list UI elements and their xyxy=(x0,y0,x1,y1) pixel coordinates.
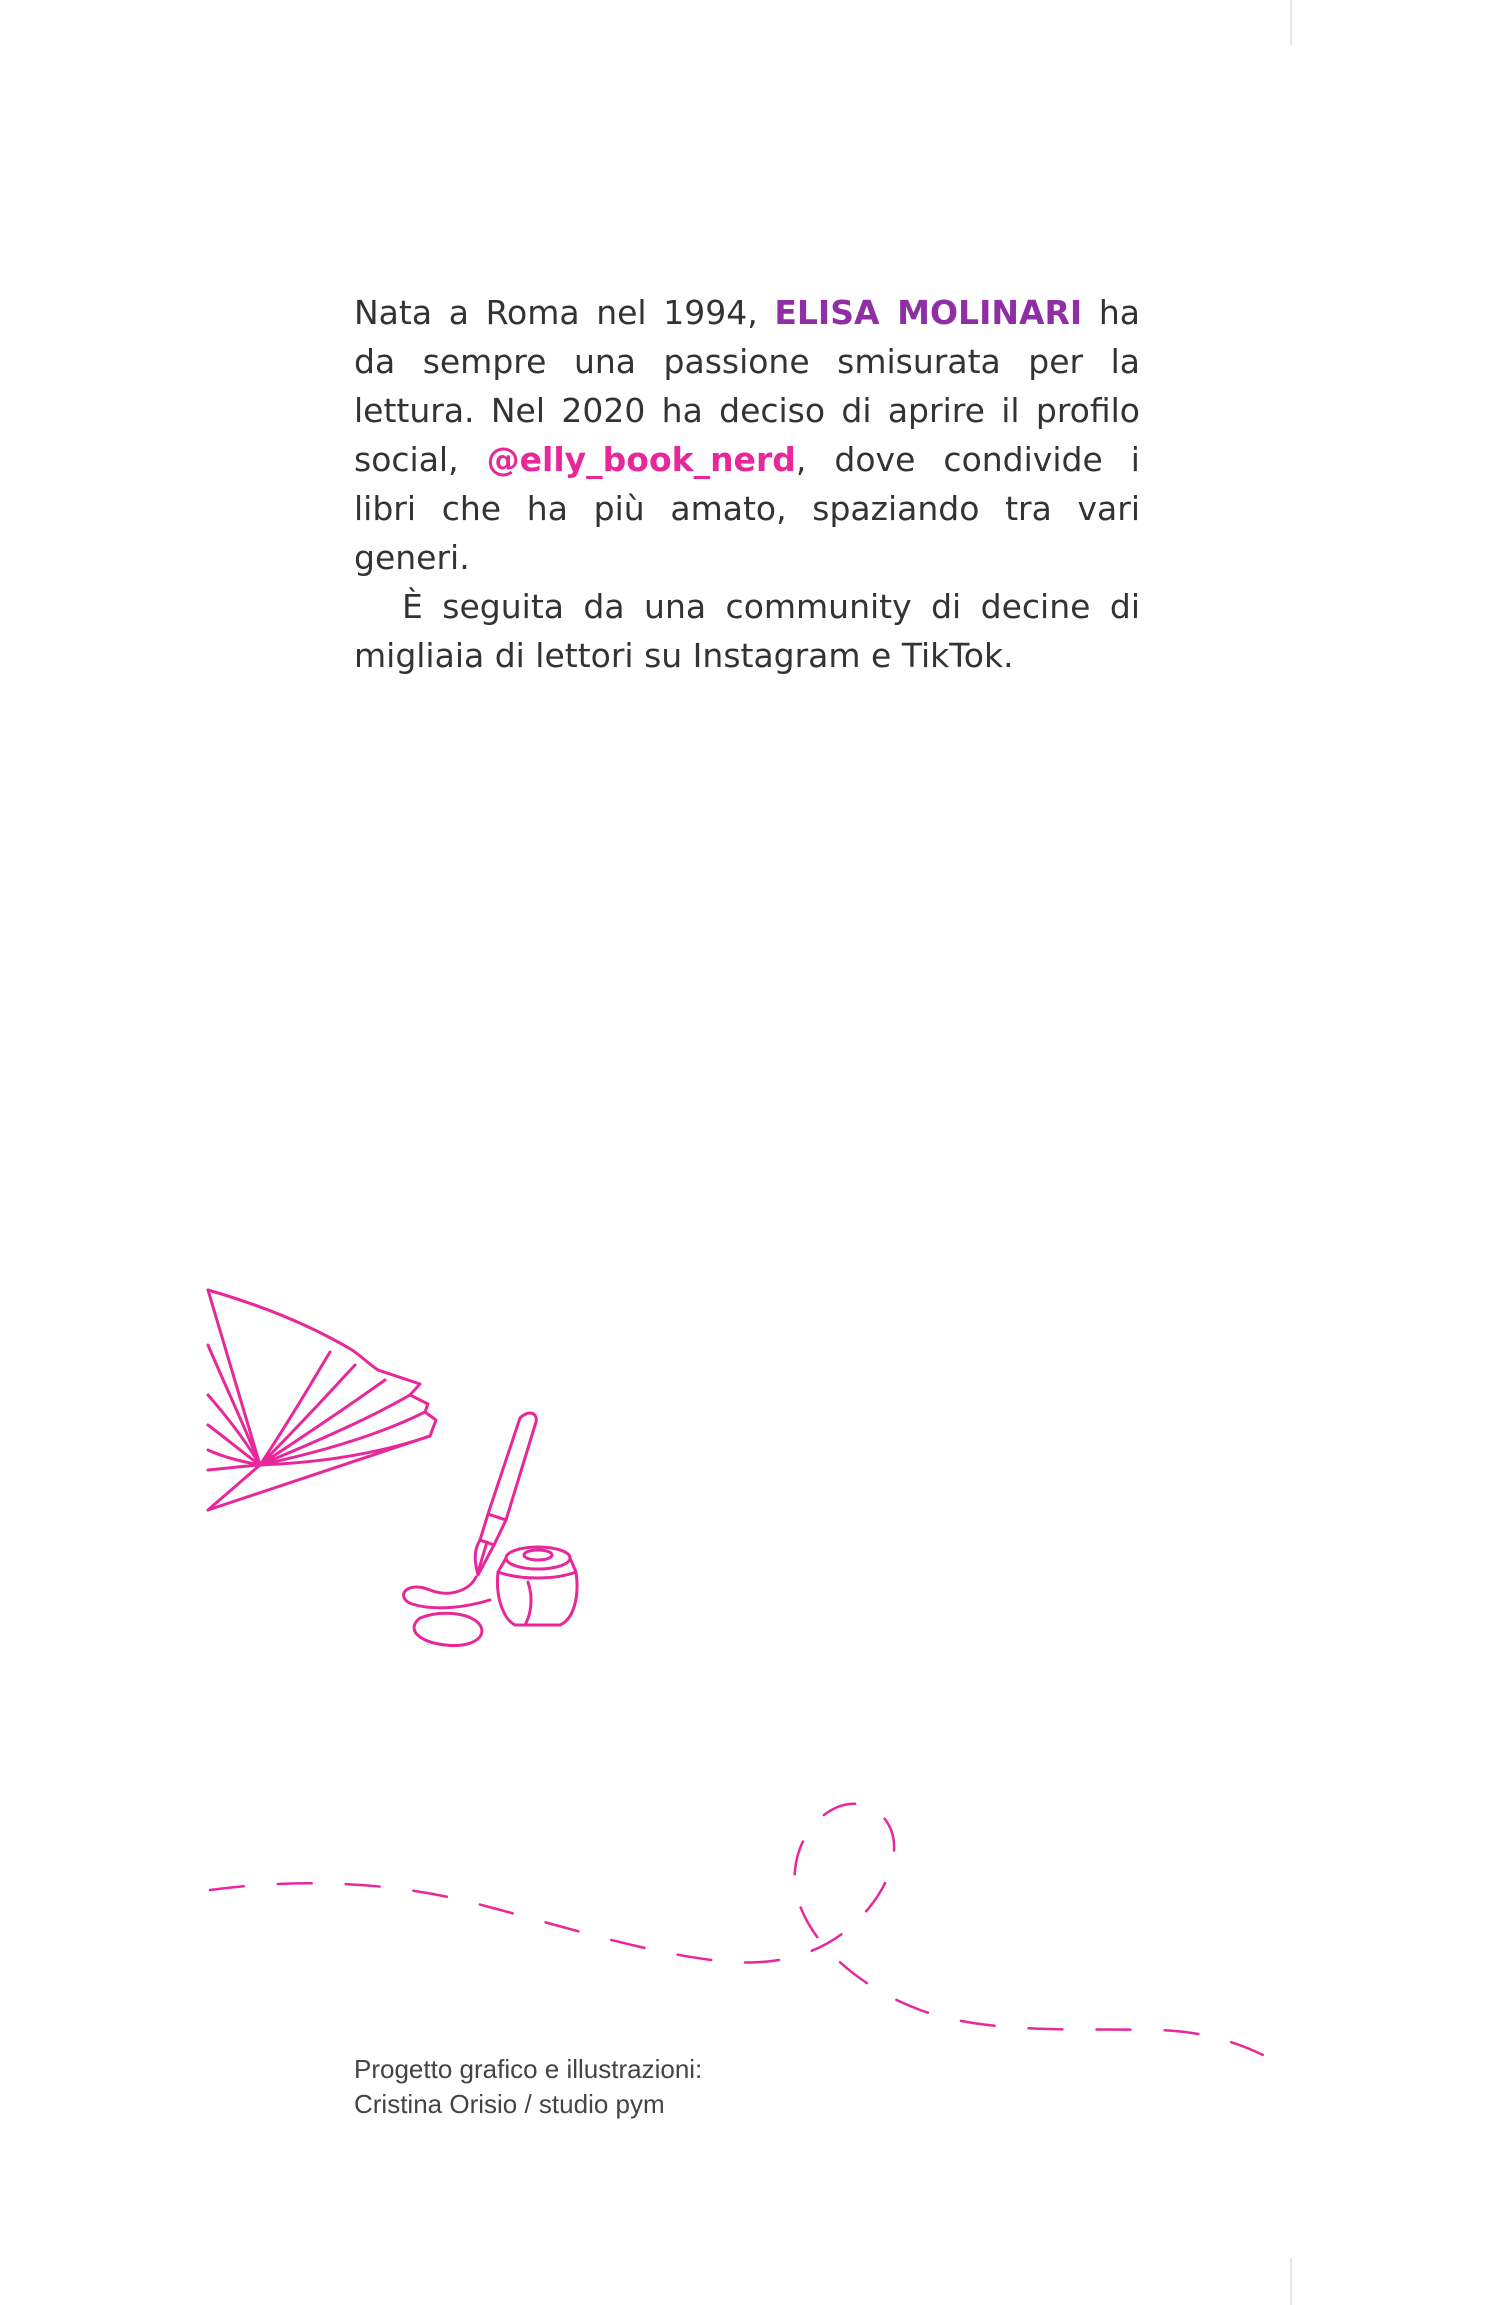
dashed-path-icon xyxy=(210,1804,1290,2070)
fountain-pen-icon xyxy=(404,1413,537,1645)
author-name: ELISA MOLINARI xyxy=(774,293,1083,332)
credits-line-2: Cristina Orisio / studio pym xyxy=(354,2089,665,2119)
ink-pot-icon xyxy=(497,1547,577,1625)
credits-line-1: Progetto grafico e illustrazioni: xyxy=(354,2054,703,2084)
bio-intro-text: Nata a Roma nel 1994, xyxy=(354,293,775,332)
social-handle: @elly_book_nerd xyxy=(486,440,796,479)
bio-paragraph-2: È seguita da una community di decine di migliaia di lettori su Instagram e TikTok. xyxy=(354,587,1140,675)
credits xyxy=(354,2052,702,2122)
bio-text-end: , dove condivide i libri che ha più amato, spaziando tra vari generi. xyxy=(354,440,1140,577)
bio-text: ha da sempre una passione smisurata per la lettura. Nel 2020 ha deciso di aprire il profilo social, xyxy=(354,293,1140,479)
open-book-icon xyxy=(208,1290,436,1510)
